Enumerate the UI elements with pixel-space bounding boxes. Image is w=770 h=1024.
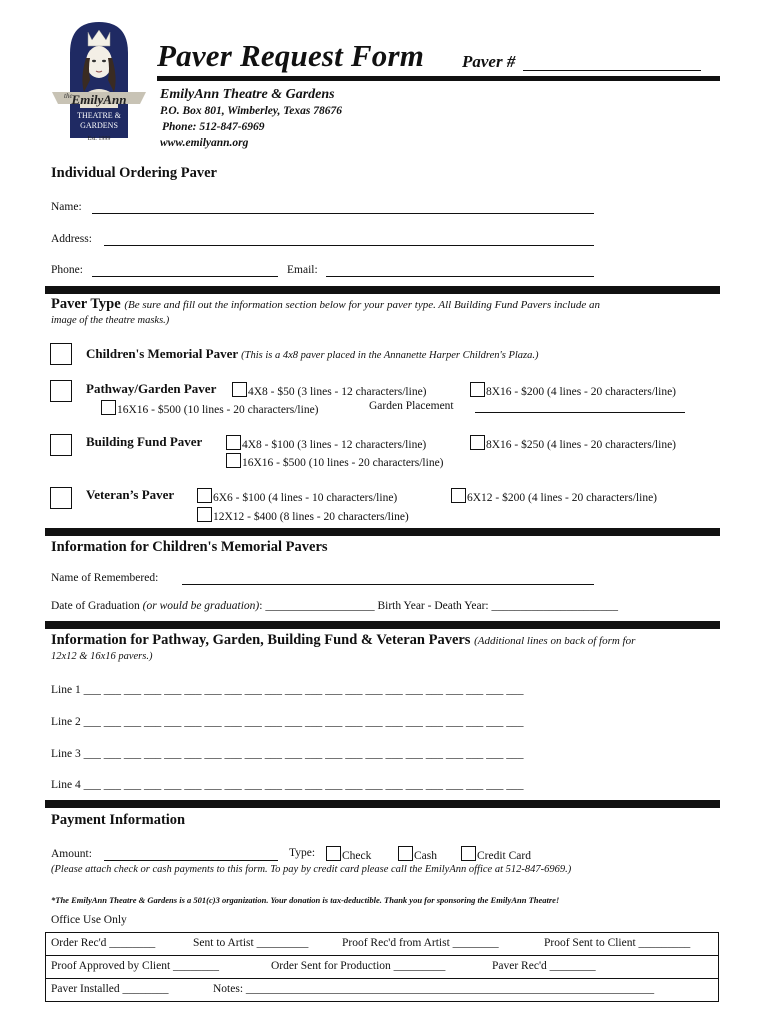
- payment-heading: Payment Information: [51, 812, 186, 828]
- checkbox[interactable]: [226, 453, 241, 468]
- checkbox[interactable]: [461, 846, 476, 861]
- payment-note: (Please attach check or cash payments to this form. To pay by credit card please call the EmilyAnn office at 512-847-6969.): [51, 864, 572, 875]
- notes-field[interactable]: Notes: _______________________________________________________________________: [213, 983, 655, 995]
- emilyann-logo: [50, 18, 148, 146]
- pathway-info-note: (Additional lines on back of form for: [474, 635, 636, 647]
- garden-placement-label: Garden Placement: [369, 400, 454, 412]
- logo-text: Est. 1999: [87, 136, 111, 142]
- section-divider: [45, 286, 720, 294]
- logo-text: EmilyAnn: [71, 92, 127, 107]
- payment-cash-option[interactable]: Cash: [398, 846, 437, 862]
- paver-number-field[interactable]: [523, 70, 701, 71]
- office-use-heading: Office Use Only: [51, 914, 127, 926]
- office-use-table: [45, 932, 719, 1002]
- childrens-info-heading: Information for Children's Memorial Pavers: [51, 539, 328, 555]
- paver-installed-field[interactable]: Paver Installed ________: [51, 983, 169, 995]
- phone-field[interactable]: [92, 276, 278, 277]
- address-field[interactable]: [104, 245, 594, 246]
- graduation-field[interactable]: ___________________: [265, 600, 375, 612]
- building-paver-checkbox[interactable]: [50, 434, 72, 456]
- sent-to-artist-field[interactable]: Sent to Artist _________: [193, 937, 309, 949]
- building-opt-16x16[interactable]: 16X16 - $500 (10 lines - 20 characters/line): [226, 453, 444, 469]
- logo-text: the: [64, 92, 73, 100]
- checkbox[interactable]: [232, 382, 247, 397]
- proof-sent-field[interactable]: Proof Sent to Client _________: [544, 937, 691, 949]
- veteran-paver-checkbox[interactable]: [50, 487, 72, 509]
- checkbox[interactable]: [470, 382, 485, 397]
- office-row: [46, 979, 718, 1001]
- org-name: EmilyAnn Theatre & Gardens: [160, 87, 335, 102]
- order-sent-field[interactable]: Order Sent for Production _________: [271, 960, 446, 972]
- checkbox[interactable]: [326, 846, 341, 861]
- pathway-opt-16x16[interactable]: 16X16 - $500 (10 lines - 20 characters/line): [101, 400, 319, 416]
- veteran-paver-label: Veteran’s Paver: [86, 487, 175, 502]
- checkbox[interactable]: [101, 400, 116, 415]
- checkbox[interactable]: [197, 507, 212, 522]
- office-row: [46, 956, 718, 979]
- email-label: Email:: [287, 264, 318, 276]
- building-paver-label: Building Fund Paver: [86, 434, 203, 449]
- childrens-paver-label: Children's Memorial Paver (This is a 4x8 paver placed in the Annanette Harper Children's Plaza.): [86, 346, 539, 361]
- pathway-paver-label: Pathway/Garden Paver: [86, 381, 217, 396]
- section-divider: [45, 800, 720, 808]
- proof-recd-field[interactable]: Proof Rec'd from Artist ________: [342, 937, 499, 949]
- paver-type-note-cont: image of the theatre masks.): [51, 315, 170, 326]
- phone-label: Phone:: [51, 264, 83, 276]
- logo-text: GARDENS: [80, 121, 118, 130]
- checkbox[interactable]: [197, 488, 212, 503]
- engraving-line-4[interactable]: Line 4 ___ ___ ___ ___ ___ ___ ___ ___ ___ ___ ___ ___ ___ ___ ___ ___ ___ ___ ___ ___ ___ ___: [51, 779, 524, 791]
- individual-heading: Individual Ordering Paver: [51, 165, 217, 181]
- building-opt-4x8[interactable]: 4X8 - $100 (3 lines - 12 characters/line): [226, 435, 426, 451]
- section-divider: [45, 621, 720, 629]
- checkbox[interactable]: [398, 846, 413, 861]
- pathway-opt-4x8[interactable]: 4X8 - $50 (3 lines - 12 characters/line): [232, 382, 427, 398]
- veteran-opt-12x12[interactable]: 12X12 - $400 (8 lines - 20 characters/line): [197, 507, 409, 523]
- org-website: www.emilyann.org: [160, 137, 249, 149]
- garden-placement-field[interactable]: [475, 412, 685, 413]
- remembered-field[interactable]: [182, 584, 594, 585]
- childrens-paver-checkbox[interactable]: [50, 343, 72, 365]
- checkbox[interactable]: [226, 435, 241, 450]
- logo-text: THEATRE &: [77, 111, 121, 120]
- email-field[interactable]: [326, 276, 594, 277]
- pathway-info-heading: Information for Pathway, Garden, Building Fund & Veteran Pavers (Additional lines on back of form for: [51, 632, 636, 648]
- address-label: Address:: [51, 233, 92, 245]
- graduation-row: Date of Graduation (or would be graduation): ___________________ Birth Year - Death Year: ______________________: [51, 600, 618, 612]
- checkbox[interactable]: [470, 435, 485, 450]
- order-recd-field[interactable]: Order Rec'd ________: [51, 937, 156, 949]
- pathway-paver-checkbox[interactable]: [50, 380, 72, 402]
- pathway-info-note-cont: 12x12 & 16x16 pavers.): [51, 651, 153, 662]
- engraving-line-2[interactable]: Line 2 ___ ___ ___ ___ ___ ___ ___ ___ ___ ___ ___ ___ ___ ___ ___ ___ ___ ___ ___ ___ ___ ___: [51, 716, 524, 728]
- paver-number-label: Paver #: [462, 52, 516, 71]
- amount-field[interactable]: [104, 860, 278, 861]
- paver-recd-field[interactable]: Paver Rec'd ________: [492, 960, 596, 972]
- checkbox[interactable]: [451, 488, 466, 503]
- veteran-opt-6x12[interactable]: 6X12 - $200 (4 lines - 20 characters/line): [451, 488, 657, 504]
- form-title: Paver Request Form: [157, 38, 425, 73]
- proof-approved-field[interactable]: Proof Approved by Client ________: [51, 960, 220, 972]
- office-row: [46, 933, 718, 956]
- payment-credit-option[interactable]: Credit Card: [461, 846, 531, 862]
- name-field[interactable]: [92, 213, 594, 214]
- amount-label: Amount:: [51, 848, 92, 860]
- org-phone: Phone: 512-847-6969: [162, 121, 265, 133]
- building-opt-8x16[interactable]: 8X16 - $250 (4 lines - 20 characters/line): [470, 435, 676, 451]
- birth-death-field[interactable]: ______________________: [491, 600, 618, 612]
- paver-type-heading: Paver Type (Be sure and fill out the information section below for your paver type. All Building Fund Pavers include an: [51, 296, 600, 312]
- veteran-opt-6x6[interactable]: 6X6 - $100 (4 lines - 10 characters/line): [197, 488, 397, 504]
- org-address: P.O. Box 801, Wimberley, Texas 78676: [160, 105, 342, 117]
- header-divider: [157, 76, 720, 81]
- remembered-label: Name of Remembered:: [51, 572, 159, 584]
- engraving-line-1[interactable]: Line 1 ___ ___ ___ ___ ___ ___ ___ ___ ___ ___ ___ ___ ___ ___ ___ ___ ___ ___ ___ ___ ___ ___: [51, 684, 524, 696]
- engraving-line-3[interactable]: Line 3 ___ ___ ___ ___ ___ ___ ___ ___ ___ ___ ___ ___ ___ ___ ___ ___ ___ ___ ___ ___ ___ ___: [51, 748, 524, 760]
- pathway-opt-8x16[interactable]: 8X16 - $200 (4 lines - 20 characters/line): [470, 382, 676, 398]
- paver-type-note: (Be sure and fill out the information section below for your paver type. All Building Fund Pavers include an: [124, 299, 600, 311]
- payment-check-option[interactable]: Check: [326, 846, 371, 862]
- tax-disclaimer: *The EmilyAnn Theatre & Gardens is a 501(c)3 organization. Your donation is tax-deductible. Thank you for sponsoring the EmilyAnn Theatre!: [51, 895, 560, 905]
- section-divider: [45, 528, 720, 536]
- payment-type-label: Type:: [289, 847, 316, 859]
- name-label: Name:: [51, 201, 82, 213]
